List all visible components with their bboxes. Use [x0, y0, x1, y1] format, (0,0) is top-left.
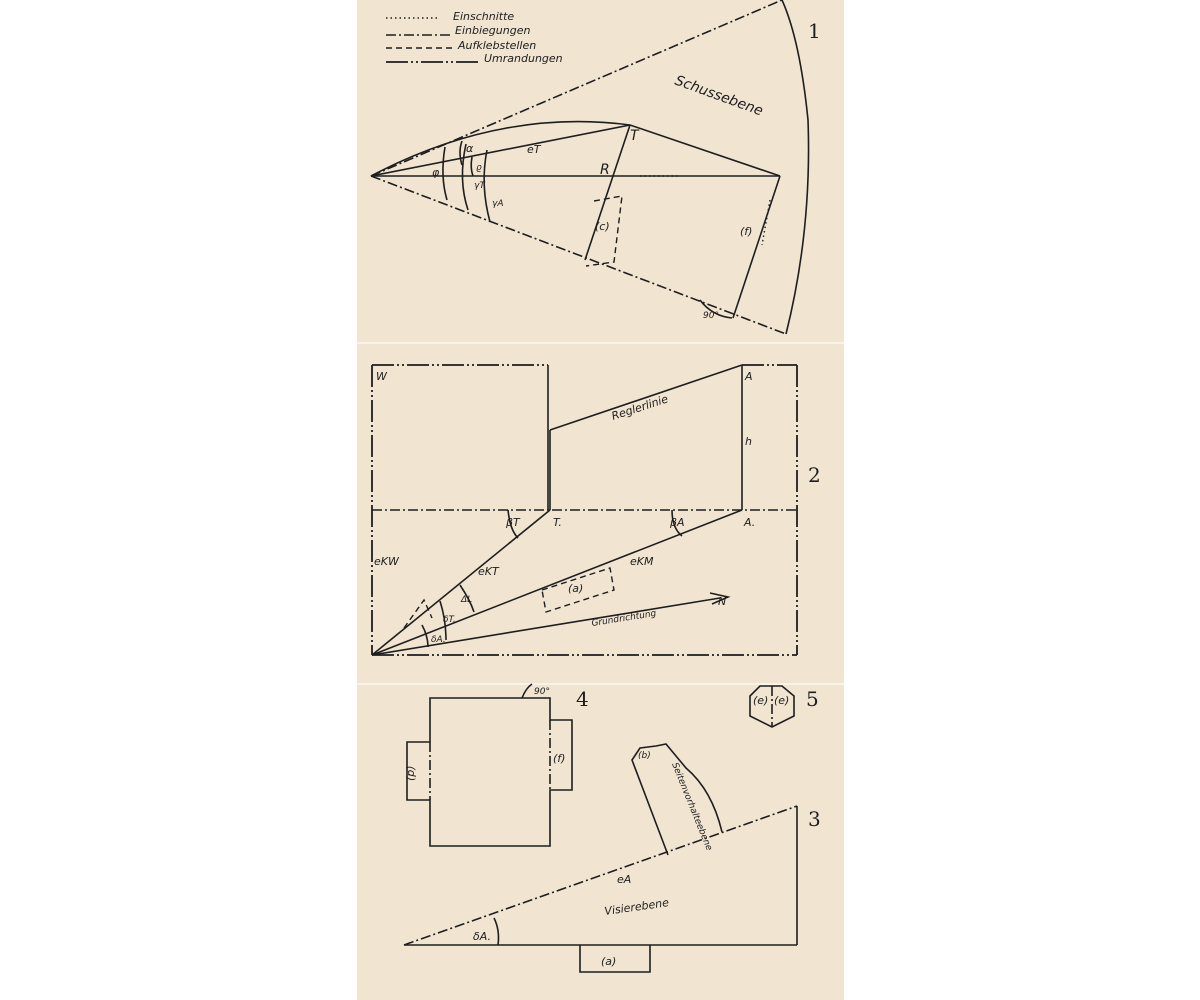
line-t-to-right: [630, 125, 780, 176]
label-corner-w: W: [376, 370, 387, 383]
panel-4-cross-piece: [404, 684, 572, 846]
label-delta-a: δA.: [431, 635, 446, 645]
label-e-kw: eKW: [374, 555, 399, 568]
cross-piece-outline: [407, 698, 572, 846]
label-gamma-t: γT: [474, 181, 485, 191]
arc-edge: [782, 0, 809, 334]
legend-label-aufklebstellen: Aufklebstellen: [458, 39, 537, 52]
label-alpha: α: [466, 142, 474, 155]
hypotenuse-fold: [404, 806, 797, 945]
label-delta-l: ΔL: [461, 595, 473, 605]
label-delta-t: δT.: [443, 615, 456, 625]
label-point-t: T.: [553, 516, 562, 529]
label-tab-b: (b): [638, 751, 651, 761]
angle-arc-phi: [443, 147, 447, 200]
legend-label-einbiegungen: Einbiegungen: [455, 24, 531, 37]
label-point-t: T: [630, 128, 639, 144]
panel-1-schussebene: [371, 0, 809, 334]
label-right-angle: 90°: [534, 687, 550, 697]
label-delta-a: δA.: [473, 930, 491, 943]
legend-label-umrandungen: Umrandungen: [484, 52, 563, 65]
lower-edge-fold: [371, 176, 786, 334]
right-angle-arc-4: [522, 684, 532, 698]
line-t-foot: [585, 125, 630, 260]
label-tab-c: (c): [595, 220, 610, 233]
line-legend: [386, 10, 563, 65]
label-phi: φ: [432, 166, 440, 179]
line-right-foot: [733, 176, 780, 318]
label-beta-t: βT: [506, 516, 520, 529]
label-seitenvorhalteebene: Seitenvorhalteebene: [669, 761, 714, 853]
label-tab-e2: (e): [774, 694, 790, 707]
label-tab-f: (f): [740, 225, 753, 238]
label-beta-a: βA: [670, 516, 685, 529]
panel-5-hexagon: [750, 686, 794, 727]
panel-2-reglerlinie: [372, 365, 797, 655]
line-grundrichtung: [372, 598, 720, 655]
regler-line: [550, 365, 742, 430]
label-gamma-a: γA: [492, 199, 504, 209]
angle-arc-delta-a: [422, 625, 428, 647]
label-grundrichtung: Grundrichtung: [590, 608, 657, 629]
label-e-a: eA: [617, 873, 632, 886]
legend-label-einschnitte: Einschnitte: [453, 10, 515, 23]
label-h: h: [745, 435, 752, 448]
label-tab-f: (f): [553, 752, 566, 765]
panel-number-4: 4: [576, 687, 589, 711]
label-visierebene: Visierebene: [603, 896, 670, 918]
label-tab-a: (a): [568, 582, 584, 595]
label-n: N: [718, 595, 727, 608]
label-point-r: R: [600, 162, 610, 178]
angle-arc-gamma-a: [484, 150, 490, 222]
label-e-km: eKM: [630, 555, 654, 568]
line-e-kt: [372, 510, 550, 655]
label-right-angle: 90°: [703, 311, 719, 321]
angle-arc-delta-a: [494, 918, 499, 945]
panel-3-visierebene: [404, 744, 797, 972]
panel-number-3: 3: [808, 807, 821, 831]
label-tab-e1: (e): [753, 694, 769, 707]
label-point-a: A.: [744, 516, 756, 529]
glue-area-small: [404, 600, 432, 628]
label-tab-p: (p): [404, 765, 417, 781]
label-schussebene: Schussebene: [672, 72, 766, 120]
panel-number-1: 1: [808, 19, 821, 43]
angle-arc-alpha: [460, 141, 462, 165]
label-tab-a: (a): [601, 955, 617, 968]
label-e-kt: eKT: [478, 565, 499, 578]
label-rho: ϱ: [476, 163, 482, 173]
line-e-t: [371, 125, 630, 176]
line-e-km: [372, 510, 742, 655]
angle-arc-rho: [471, 157, 473, 176]
label-e-t: eT: [527, 143, 541, 156]
panel-number-5: 5: [806, 687, 819, 711]
label-point-a-top: A: [745, 370, 753, 383]
label-reglerlinie: Reglerlinie: [609, 392, 670, 423]
cut-mark-f: [762, 200, 770, 245]
panel-number-2: 2: [808, 463, 821, 487]
